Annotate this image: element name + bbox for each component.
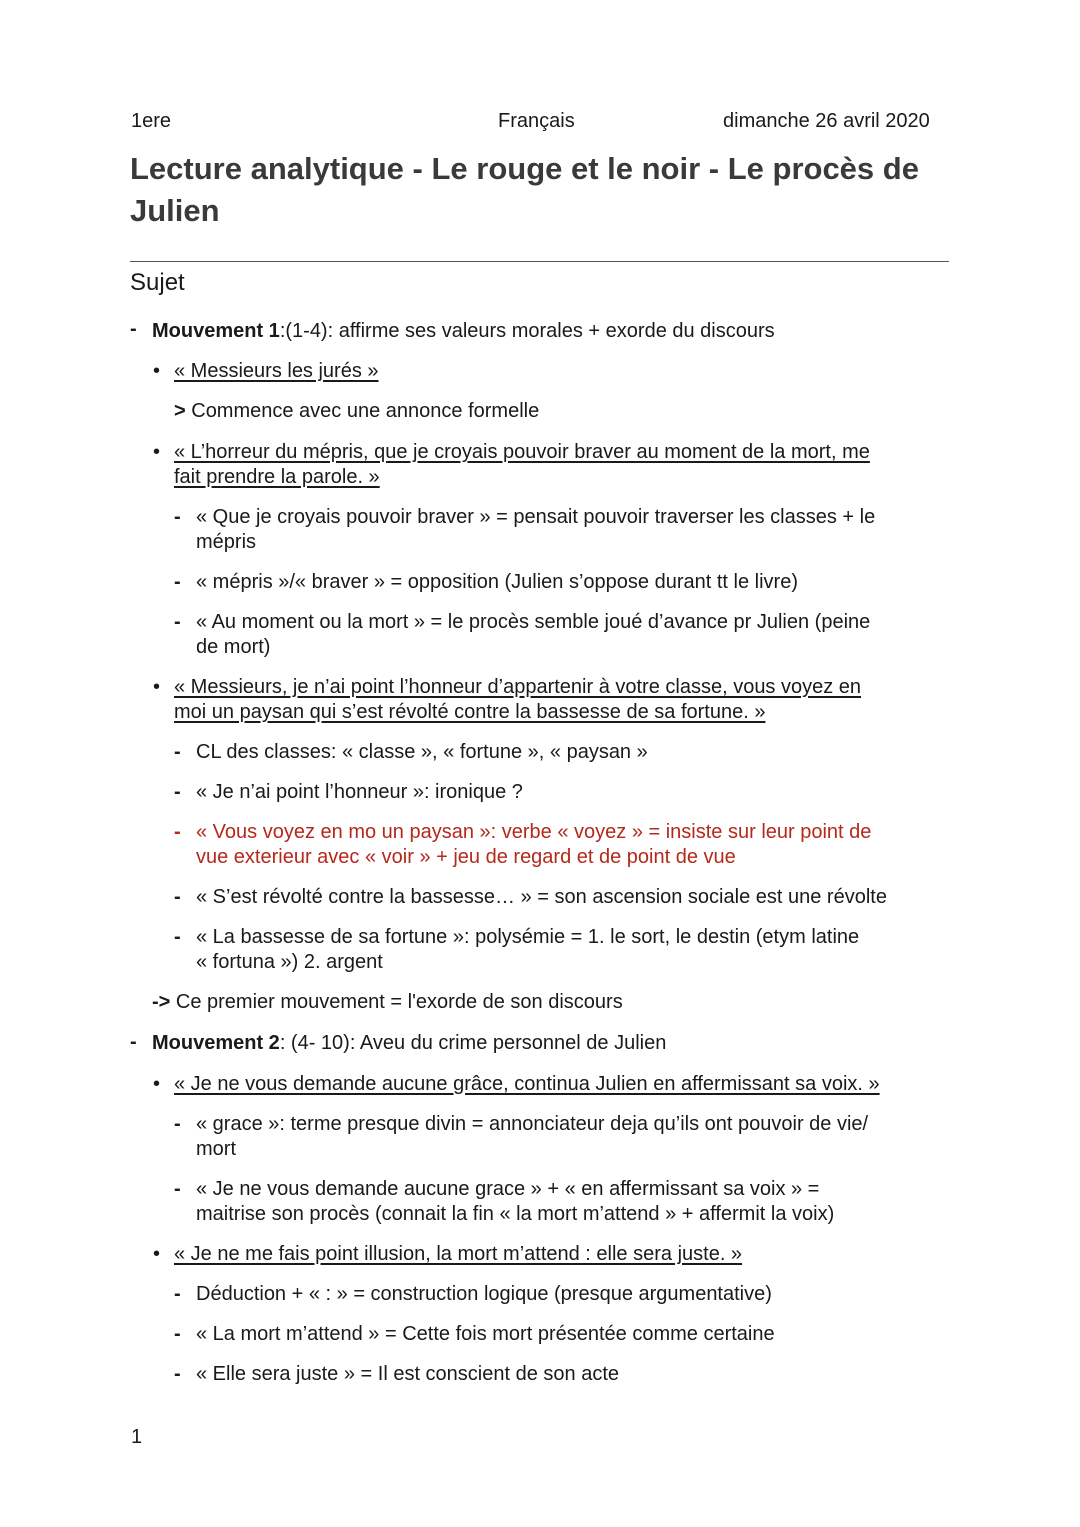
header-class: 1ere	[131, 110, 172, 132]
dash-bullet: -	[174, 1283, 181, 1305]
dash-bullet: -	[174, 1363, 181, 1385]
quote-line: « L’horreur du mépris, que je croyais pouvoir braver au moment de la mort, me	[174, 441, 870, 463]
movement-1-heading: Mouvement 1:(1-4): affirme ses valeurs morales + exorde du discours	[152, 320, 775, 342]
quote-line: « Je ne vous demande aucune grâce, continua Julien en affermissant sa voix. »	[174, 1073, 880, 1095]
dash-bullet: -	[174, 886, 181, 908]
note-line: Déduction + « : » = construction logique (presque argumentative)	[196, 1283, 772, 1305]
header-date: dimanche 26 avril 2020	[723, 110, 930, 132]
dash-bullet: -	[174, 821, 181, 843]
dash-bullet: -	[174, 781, 181, 803]
title-divider	[130, 261, 949, 262]
note-line: « La mort m’attend » = Cette fois mort présentée comme certaine	[196, 1323, 775, 1345]
round-bullet: •	[153, 1073, 161, 1095]
movement-2-heading: Mouvement 2: (4- 10): Aveu du crime personnel de Julien	[152, 1032, 667, 1054]
page-title: Lecture analytique - Le rouge et le noir - Le procès de Julien	[130, 151, 919, 228]
dash-bullet: -	[130, 318, 137, 340]
dash-bullet: -	[130, 1031, 137, 1053]
dash-bullet: -	[174, 926, 181, 948]
note-line: mort	[196, 1138, 236, 1160]
note-line: « grace »: terme presque divin = annonciateur deja qu’ils ont pouvoir de vie/	[196, 1113, 869, 1135]
dash-bullet: -	[174, 571, 181, 593]
dash-bullet: -	[174, 741, 181, 763]
note-line: CL des classes: « classe », « fortune », « paysan »	[196, 741, 648, 763]
note-line: « S’est révolté contre la bassesse… » = son ascension sociale est une révolte	[196, 886, 887, 908]
highlighted-note-line: « Vous voyez en mo un paysan »: verbe « voyez » = insiste sur leur point de	[196, 821, 872, 843]
conclusion-note: -> Ce premier mouvement = l'exorde de son discours	[152, 991, 623, 1013]
round-bullet: •	[153, 676, 161, 698]
section-heading: Sujet	[130, 269, 185, 296]
quote-line: fait prendre la parole. »	[174, 466, 380, 488]
note-line: « Au moment ou la mort » = le procès semble joué d’avance pr Julien (peine	[196, 611, 871, 633]
dash-bullet: -	[174, 1113, 181, 1135]
note-line: mépris	[196, 531, 257, 553]
note-line: « fortuna ») 2. argent	[196, 951, 383, 973]
note-line: « Que je croyais pouvoir braver » = pensait pouvoir traverser les classes + le	[196, 506, 876, 528]
round-bullet: •	[153, 1243, 161, 1265]
quote-line: « Messieurs les jurés »	[174, 360, 379, 382]
dash-bullet: -	[174, 1323, 181, 1345]
dash-bullet: -	[174, 506, 181, 528]
note-line: maitrise son procès (connait la fin « la mort m’attend » + affermit la voix)	[196, 1203, 835, 1225]
round-bullet: •	[153, 441, 161, 463]
round-bullet: •	[153, 360, 161, 382]
highlighted-note-line: vue exterieur avec « voir » + jeu de regard et de point de vue	[196, 846, 736, 868]
quote-line: moi un paysan qui s’est révolté contre la bassesse de sa fortune. »	[174, 701, 766, 723]
note-line: de mort)	[196, 636, 271, 658]
note-line: « Je n’ai point l’honneur »: ironique ?	[196, 781, 523, 803]
note-line: « mépris »/« braver » = opposition (Julien s’oppose durant tt le livre)	[196, 571, 798, 593]
quote-line: « Messieurs, je n’ai point l’honneur d’appartenir à votre classe, vous voyez en	[174, 676, 862, 698]
note-line: « Elle sera juste » = Il est conscient de son acte	[196, 1363, 620, 1385]
arrow-note: > Commence avec une annonce formelle	[174, 400, 540, 422]
dash-bullet: -	[174, 1178, 181, 1200]
page-number: 1	[131, 1426, 143, 1448]
quote-line: « Je ne me fais point illusion, la mort m’attend : elle sera juste. »	[174, 1243, 743, 1265]
header-subject: Français	[498, 110, 575, 132]
note-line: « La bassesse de sa fortune »: polysémie = 1. le sort, le destin (etym latine	[196, 926, 860, 948]
note-line: « Je ne vous demande aucune grace » + « en affermissant sa voix » =	[196, 1178, 820, 1200]
dash-bullet: -	[174, 611, 181, 633]
